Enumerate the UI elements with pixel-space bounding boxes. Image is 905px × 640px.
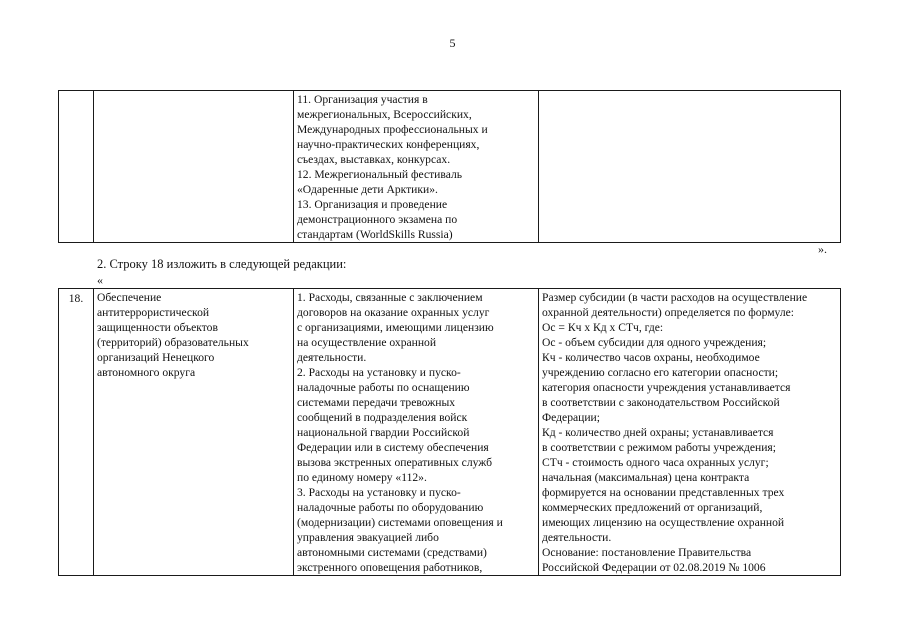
text-line: 3. Расходы на установку и пуско- (297, 486, 461, 499)
text-line: Международных профессиональных и (297, 123, 488, 136)
text-line: категория опасности учреждения устанавливается (542, 381, 791, 394)
text-line: 1. Расходы, связанные с заключением (297, 291, 483, 304)
text-line: автономного округа (97, 366, 196, 379)
row-number: 18. (68, 292, 84, 305)
row-expenses-text (297, 289, 535, 575)
text-line: «Одаренные дети Арктики». (297, 183, 438, 196)
text-line: 13. Организация и проведение (297, 198, 448, 211)
text-line: автономными системами (средствами) (297, 546, 487, 559)
text-line: наладочные работы по оснащению (297, 381, 470, 394)
text-line: вызова экстренных оперативных служб (297, 456, 493, 469)
row-formula-text (542, 289, 837, 575)
text-line: съездах, выставках, конкурсах. (297, 153, 451, 166)
text-line: Кд - количество дней охраны; устанавливается (542, 426, 774, 439)
text-line: (модернизации) системами оповещения и (297, 516, 503, 529)
text-line: в соответствии с законодательством Российской (542, 396, 780, 409)
text-line: межрегиональных, Всероссийских, (297, 108, 472, 121)
text-line: 2. Расходы на установку и пуско- (297, 366, 461, 379)
text-line: деятельности. (542, 531, 612, 544)
text-line: охранной деятельности) определяется по формуле: (542, 306, 794, 319)
text-line: организаций Ненецкого (97, 351, 215, 364)
text-line: наладочные работы по оборудованию (297, 501, 484, 514)
text-line: договоров на оказание охранных услуг (297, 306, 490, 319)
amendment-instruction: 2. Строку 18 изложить в следующей редакции: (97, 257, 347, 271)
text-line: демонстрационного экзамена по (297, 213, 458, 226)
text-line: Ос - объем субсидии для одного учреждения; (542, 336, 767, 349)
opening-quote: « (97, 273, 103, 287)
top-measures-cell (294, 91, 539, 243)
text-line: учреждению согласно его категории опасности; (542, 366, 779, 379)
text-line: Кч - количество часов охраны, необходимое (542, 351, 760, 364)
row18-table (58, 288, 841, 576)
top-formula-cell (539, 91, 841, 243)
text-line: экстренного оповещения работников, (297, 561, 483, 574)
row-formula-cell (539, 289, 841, 576)
text-line: Российской Федерации от 02.08.2019 № 1006 (542, 561, 766, 574)
row-name-cell (94, 289, 294, 576)
text-line: (территорий) образовательных (97, 336, 249, 349)
text-line: формируется на основании представленных трех (542, 486, 785, 499)
text-line: Основание: постановление Правительства (542, 546, 752, 559)
text-line: стандартам (WorldSkills Russia) (297, 228, 453, 241)
text-line: Размер субсидии (в части расходов на осуществление (542, 291, 808, 304)
text-line: защищенности объектов (97, 321, 218, 334)
row-expenses-cell (294, 289, 539, 576)
row-number-cell (59, 289, 94, 576)
text-line: по единому номеру «112». (297, 471, 427, 484)
closing-quote: ». (818, 242, 827, 256)
table-row (59, 91, 841, 243)
text-line: национальной гвардии Российской (297, 426, 470, 439)
table-row (59, 289, 841, 576)
row-name-text (97, 289, 290, 380)
top-name-cell (94, 91, 294, 243)
text-line: научно-практических конференциях, (297, 138, 480, 151)
text-line: Федерации или в систему обеспечения (297, 441, 489, 454)
text-line: в соответствии с режимом работы учреждения; (542, 441, 776, 454)
text-line: начальная (максимальная) цена контракта (542, 471, 750, 484)
text-line: на осуществление охранной (297, 336, 437, 349)
text-line: антитеррористической (97, 306, 210, 319)
top-number-cell (59, 91, 94, 243)
text-line: 12. Межрегиональный фестиваль (297, 168, 463, 181)
text-line: управления эвакуацией либо (297, 531, 439, 544)
text-line: с организациями, имеющими лицензию (297, 321, 494, 334)
text-line: системами передачи тревожных (297, 396, 456, 409)
text-line: Федерации; (542, 411, 600, 424)
text-line: сообщений в подразделения войск (297, 411, 468, 424)
text-line: СТч - стоимость одного часа охранных услуг; (542, 456, 769, 469)
top-measures-text (297, 91, 535, 242)
text-line: 11. Организация участия в (297, 93, 428, 106)
text-line: коммерческих предложений от организаций, (542, 501, 763, 514)
text-line: имеющих лицензию на осуществление охранной (542, 516, 785, 529)
text-line: Ос = Кч х Кд х СТч, где: (542, 321, 664, 334)
text-line: Обеспечение (97, 291, 162, 304)
top-table (58, 90, 841, 243)
text-line: деятельности. (297, 351, 367, 364)
page-number: 5 (449, 36, 456, 50)
